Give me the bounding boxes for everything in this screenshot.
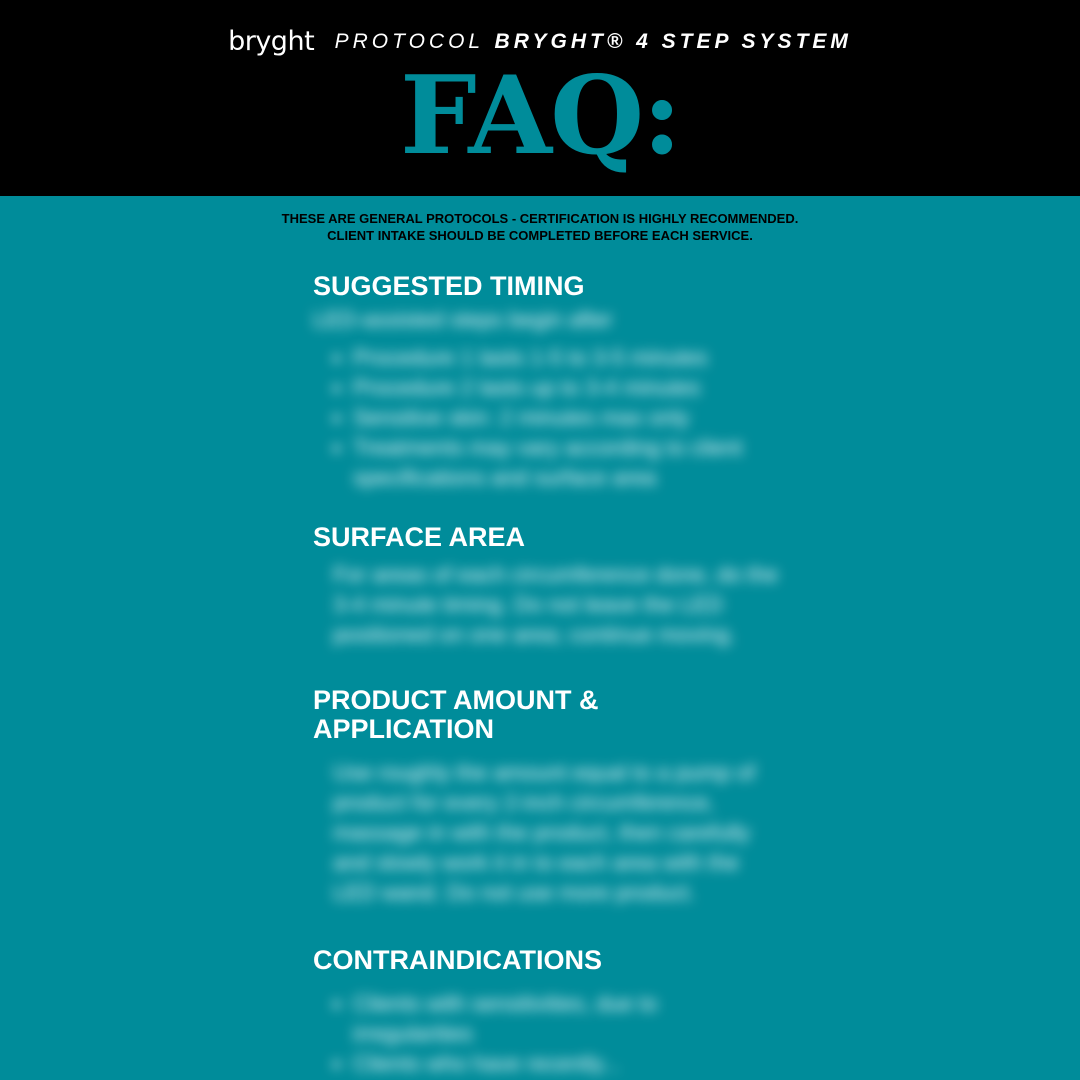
list-item: • Sensitive skin: 2 minutes max only — [353, 403, 783, 433]
protocol-label: PROTOCOL — [334, 29, 485, 53]
faq-content — [313, 272, 783, 1079]
system-label: BRYGHT® 4 STEP SYSTEM — [494, 29, 852, 53]
list-item: • Clients who have recently... — [353, 1049, 783, 1079]
list-item: • Clients with sensitivities, due to irregularities — [353, 989, 783, 1049]
section-body: Use roughly the amount equal to a pump of product for every 2-inch circumference, massage in with the product, then carefully and slowly work it in to each area with the LED wand. Do not use more product. — [333, 760, 755, 905]
section-product-amount — [313, 686, 783, 908]
contraindications-list — [313, 989, 783, 1079]
list-item: • Treatments may vary according to client specifications and surface area — [353, 433, 783, 493]
disclaimer-line-2: CLIENT INTAKE SHOULD BE COMPLETED BEFORE EACH SERVICE. — [327, 228, 753, 243]
timing-list — [313, 343, 783, 493]
section-title-line-2: APPLICATION — [313, 714, 494, 744]
list-item: • Procedure 1 lasts 1-5 to 3-5 minutes — [353, 343, 783, 373]
bryght-logo: bryght — [228, 26, 315, 57]
list-item: • Procedure 2 lasts up to 3-4 minutes — [353, 373, 783, 403]
section-title: SURFACE AREA — [313, 522, 526, 552]
disclaimer-line-1: THESE ARE GENERAL PROTOCOLS - CERTIFICATION IS HIGHLY RECOMMENDED. — [281, 211, 799, 226]
section-surface-area — [313, 523, 783, 650]
section-title: CONTRAINDICATIONS — [313, 945, 602, 975]
page-title: FAQ: — [399, 53, 681, 179]
section-suggested-timing — [313, 272, 783, 493]
disclaimer-notice — [0, 210, 1080, 244]
section-title: SUGGESTED TIMING — [313, 271, 585, 301]
header-band — [0, 0, 1080, 196]
section-intro: LED-assisted steps begin after — [313, 307, 613, 332]
section-body: For areas of each circumference done, do the 3-4 minute timing. Do not leave the LED positioned on one area; continue moving. — [333, 562, 779, 647]
section-title-line-1: PRODUCT AMOUNT & — [313, 685, 599, 715]
section-contraindications — [313, 946, 783, 1079]
section-title — [313, 686, 783, 744]
